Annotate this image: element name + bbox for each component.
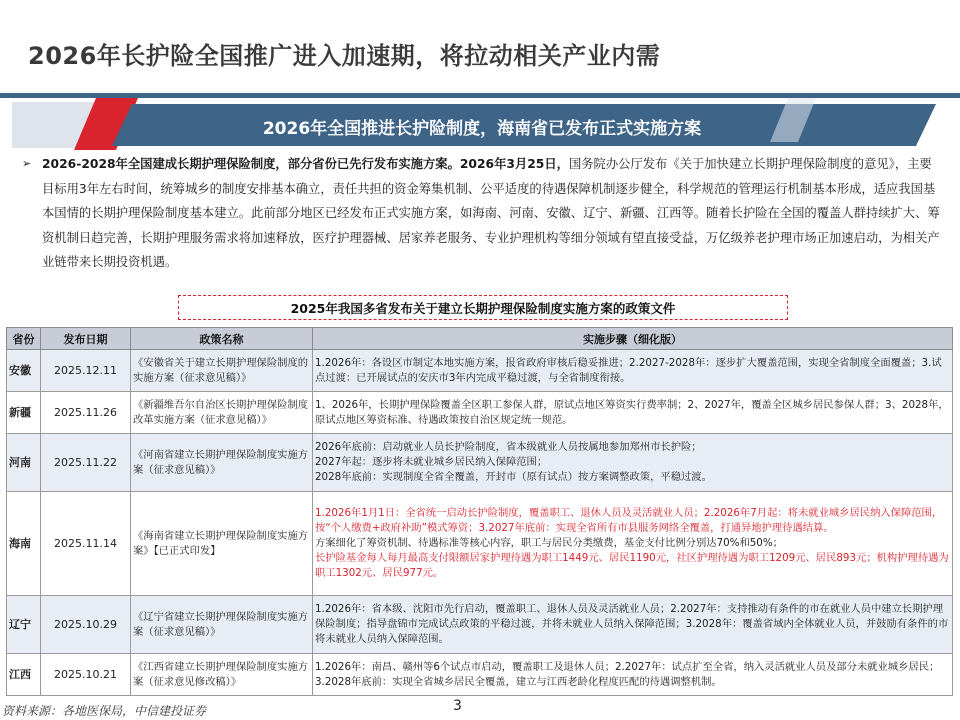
- step-line: 1.2026年：各设区市制定本地实施方案，报省政府审核后稳妥推进；2.2027-2028年：逐步扩大覆盖范围，实现全省制度全面覆盖；3.试点过渡：已开展试点的安庆市3年内完成平稳过渡，与全省制度衔接。: [315, 356, 942, 384]
- province-cell: 海南: [7, 492, 41, 596]
- table-row: [7, 350, 953, 392]
- intro-paragraph: [22, 152, 942, 275]
- steps-cell: [313, 492, 953, 596]
- step-line: 1.2026年：南昌、赣州等6个试点市启动，覆盖职工及退休人员；2.2027年：试点扩至全省，纳入灵活就业人员及部分未就业城乡居民；3.2028年底前：实现全省城乡居民全覆盖，建立与江西老龄化程度匹配的待遇调整机制。: [315, 660, 940, 688]
- table-row: [7, 654, 953, 696]
- steps-cell: [313, 350, 953, 392]
- date-cell: 2025.11.22: [41, 434, 131, 492]
- section-banner: [12, 98, 948, 150]
- step-line: 长护险基金每人每月最高支付限额居家护理待遇为职工1449元、居民1190元，社区护理待遇为职工1209元、居民893元；机构护理待遇为职工1302元、居民977元。: [315, 552, 949, 579]
- province-cell: 江西: [7, 654, 41, 696]
- policy-name-cell: 《新疆维吾尔自治区长期护理保险制度改革实施方案（征求意见稿）》: [131, 392, 313, 434]
- policy-name-cell: 《安徽省关于建立长期护理保险制度的实施方案（征求意见稿）》: [131, 350, 313, 392]
- date-cell: 2025.10.29: [41, 596, 131, 654]
- table-row: [7, 434, 953, 492]
- date-cell: 2025.11.26: [41, 392, 131, 434]
- date-cell: 2025.10.21: [41, 654, 131, 696]
- steps-cell: [313, 654, 953, 696]
- table-row: [7, 392, 953, 434]
- table-header-row: [7, 328, 953, 350]
- table-row: [7, 596, 953, 654]
- intro-bold-lead: 2026-2028年全国建成长期护理保险制度，部分省份已先行发布实施方案。2026年3月25日，: [42, 157, 569, 171]
- step-line: 2026年底前：启动就业人员长护险制度，省本级就业人员按属地参加郑州市长护险；: [315, 441, 702, 453]
- steps-cell: [313, 392, 953, 434]
- step-line: 1.2026年：省本级、沈阳市先行启动，覆盖职工、退休人员及灵活就业人员；2.2027年：支持推动有条件的市在就业人员中建立长期护理保险制度；指导盘锦市完成试点政策的平稳过渡，并将未就业人员纳入保障范围；3.2028年：覆盖省域内全体就业人员，并鼓励有条件的市将未就业人员纳入保障范围。: [315, 603, 949, 645]
- page-number: 3: [453, 698, 462, 714]
- policy-name-cell: 《辽宁省建立长期护理保险制度实施方案（征求意见稿）》: [131, 596, 313, 654]
- step-line: 2028年底前：实现制度全省全覆盖，开封市（原有试点）按方案调整政策，平稳过渡。: [315, 471, 712, 483]
- intro-body-continued: 此前部分地区已经发布正式实施方案，如海南、河南、安徽、辽宁、新疆、江西等。随着长护险在全国的覆盖人群持续扩大、筹资机制日趋完善，长期护理服务需求将加速释放，医疗护理器械、居家养老服务、专业护理机构等细分领域有望直接受益，万亿级养老护理市场正加速启动，为相关产业链带来长期投资机遇。: [42, 206, 940, 269]
- arrow-bullet-icon: ➢: [22, 157, 32, 170]
- policy-name-cell: 《海南省建立长期护理保险制度实施方案》【已正式印发】: [131, 492, 313, 596]
- policy-name-cell: 《河南省建立长期护理保险制度实施方案（征求意见稿）》: [131, 434, 313, 492]
- source-note: 资料来源：各地医保局，中信建投证券: [2, 704, 207, 718]
- header-steps: 实施步骤（细化版）: [313, 328, 953, 350]
- header-date: 发布日期: [41, 328, 131, 350]
- province-cell: 新疆: [7, 392, 41, 434]
- step-line: 方案细化了筹资机制、待遇标准等核心内容，职工与居民分类缴费，基金支付比例分别达70%和50%；: [315, 537, 783, 549]
- steps-cell: [313, 596, 953, 654]
- step-line: 2027年起：逐步将未就业城乡居民纳入保障范围；: [315, 456, 548, 468]
- policy-table: [6, 327, 953, 696]
- banner-title: 2026年全国推进长护险制度，海南省已发布正式实施方案: [262, 119, 702, 139]
- intro-body: 国务院办公厅发布《关于加快建立长期护理保险制度的意见》，主要目标用3年左右时间，统筹城乡的制度安排基本确立，责任共担的资金筹集机制、公平适度的待遇保障机制逐步健全，科学规范的管理运行机制基本形成，适应我国基本国情的长期护理保险制度基本建立。: [42, 157, 936, 220]
- date-cell: 2025.11.14: [41, 492, 131, 596]
- page-title: 2026年长护险全国推广进入加速期，将拉动相关产业内需: [28, 42, 661, 70]
- step-line: 1.2026年1月1日：全省统一启动长护险制度，覆盖职工、退休人员及灵活就业人员；2.2026年7月起：将未就业城乡居民纳入保障范围，按“个人缴费+政府补助”模式筹资；3.2027年底前：实现全省所有市县服务网络全覆盖，打通异地护理待遇结算。: [315, 507, 943, 534]
- province-cell: 安徽: [7, 350, 41, 392]
- policy-name-cell: 《江西省建立长期护理保险制度实施方案（征求意见修改稿）》: [131, 654, 313, 696]
- header-province: 省份: [7, 328, 41, 350]
- table-row: [7, 492, 953, 596]
- province-cell: 辽宁: [7, 596, 41, 654]
- province-cell: 河南: [7, 434, 41, 492]
- date-cell: 2025.12.11: [41, 350, 131, 392]
- steps-cell: [313, 434, 953, 492]
- header-policy-name: 政策名称: [131, 328, 313, 350]
- table-caption: 2025年我国多省发布关于建立长期护理保险制度实施方案的政策文件: [178, 295, 788, 320]
- step-line: 1、2026年，长期护理保险覆盖全区职工参保人群，原试点地区筹资实行费率制；2、2027年，覆盖全区城乡居民参保人群；3、2028年，原试点地区筹资标准、待遇政策按自治区规定统一规范。: [315, 398, 949, 426]
